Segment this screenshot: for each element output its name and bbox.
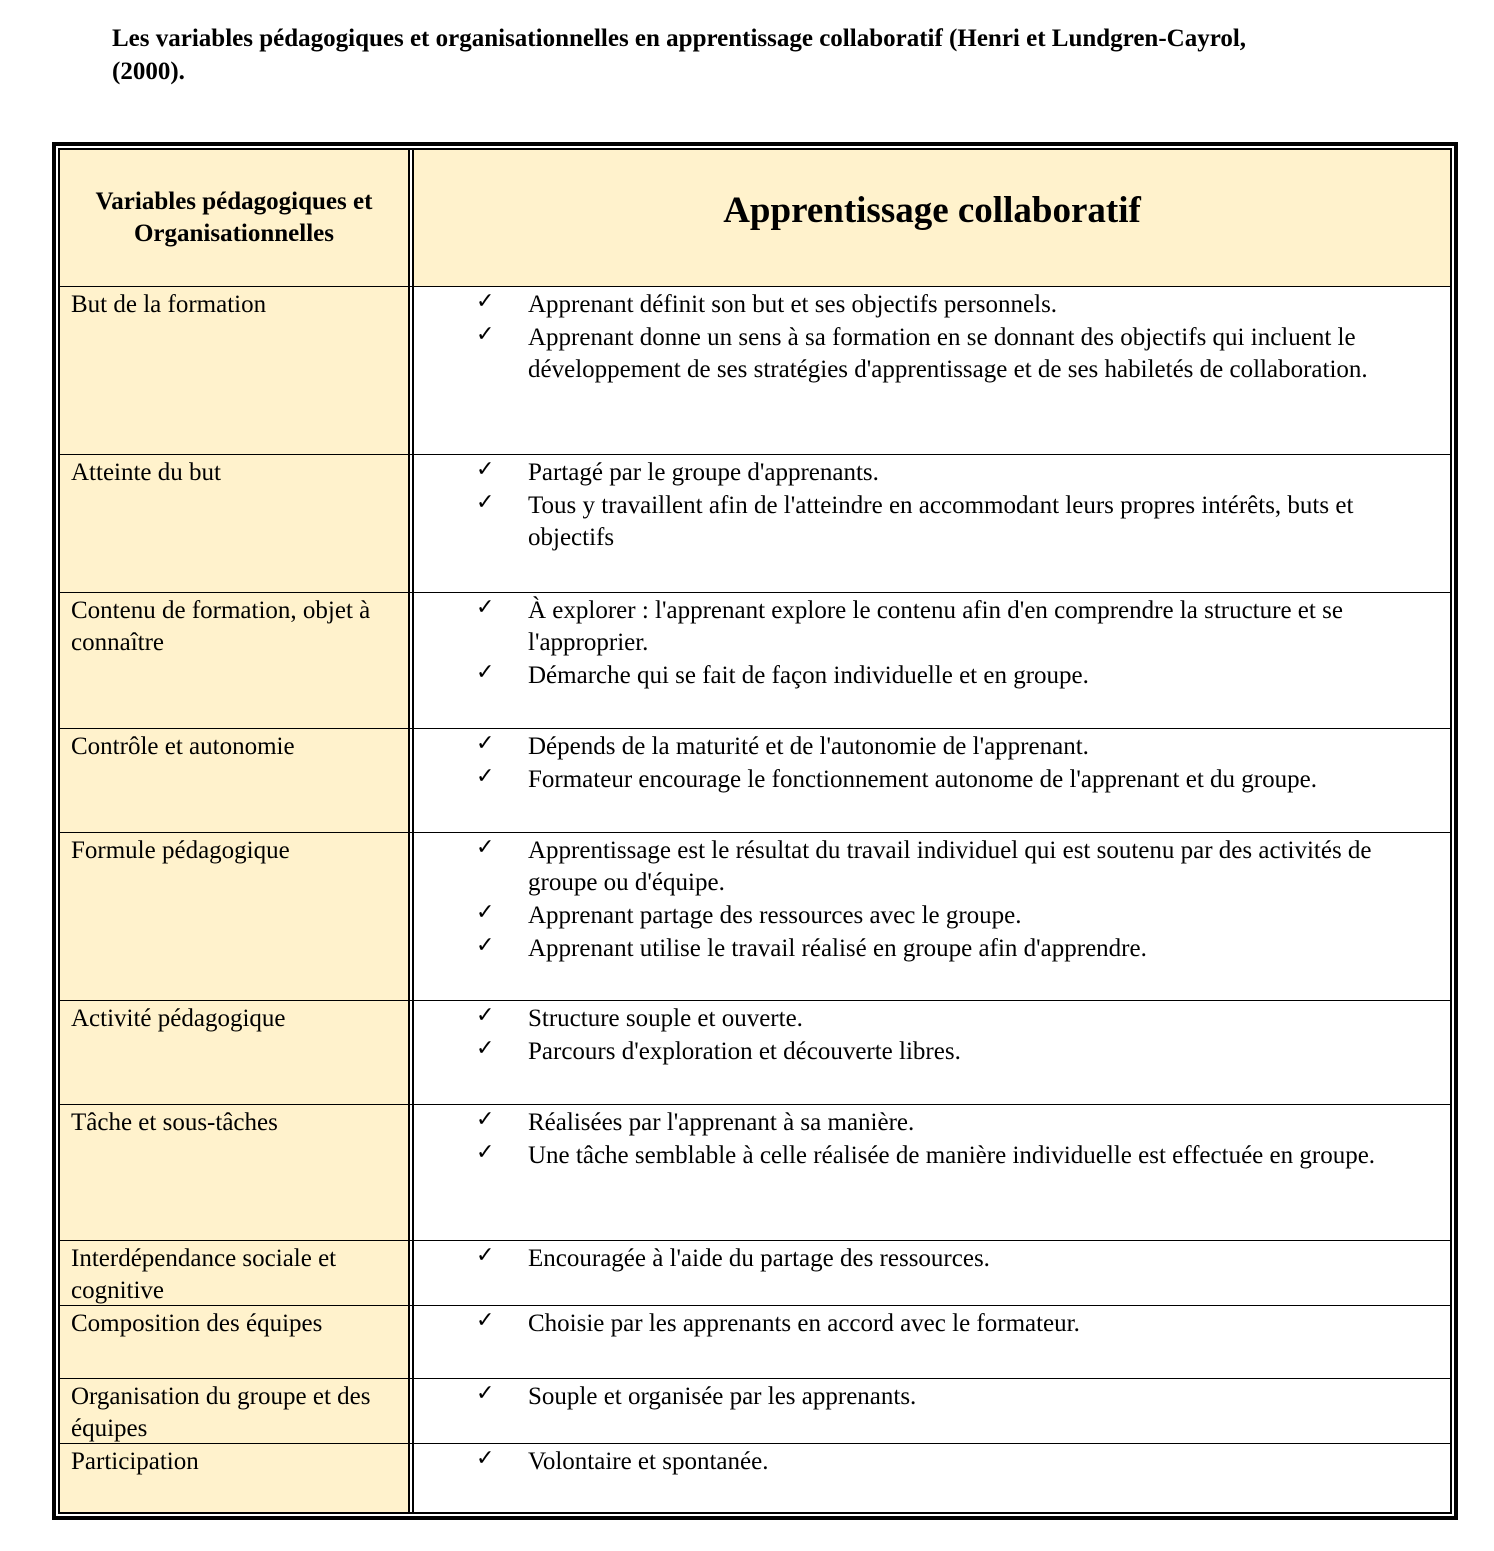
list-item [476,1446,1386,1478]
check-icon: ✓ [476,1381,495,1406]
row-label: Organisation du groupe et des équipes [71,1383,371,1442]
row-divider [60,592,1450,593]
row-label: Atteinte du but [71,459,221,486]
row-label: Contenu de formation, objet à connaître [71,597,371,656]
list-item-text: Souple et organisée par les apprenants. [528,1383,917,1410]
list-item [476,764,1386,796]
check-icon: ✓ [476,1243,495,1268]
check-icon: ✓ [476,900,495,925]
check-icon: ✓ [476,595,495,620]
list-item-text: À explorer : l'apprenant explore le contenu afin d'en comprendre la structure et se l'approprier. [528,597,1343,656]
row-items [476,289,1386,387]
check-icon: ✓ [476,322,495,347]
row-items [476,457,1386,555]
row-divider [60,1240,1450,1241]
list-item [476,1243,1386,1275]
row-label: Activité pédagogique [71,1005,286,1032]
row-items [476,1107,1386,1173]
check-icon: ✓ [476,731,495,756]
list-item-text: Volontaire et spontanée. [528,1448,769,1475]
check-icon: ✓ [476,289,495,314]
check-icon: ✓ [476,1140,495,1165]
check-icon: ✓ [476,1446,495,1471]
check-icon: ✓ [476,457,495,482]
row-divider [60,1104,1450,1105]
list-item-text: Démarche qui se fait de façon individuelle et en groupe. [528,662,1089,689]
list-item [476,1036,1386,1068]
list-item-text: Apprentissage est le résultat du travail individuel qui est soutenu par des activités de groupe ou d'équipe. [528,837,1372,896]
list-item [476,660,1386,692]
check-icon: ✓ [476,933,495,958]
list-item-text: Formateur encourage le fonctionnement autonome de l'apprenant et du groupe. [528,766,1317,793]
row-items [476,1446,1386,1479]
list-item-text: Parcours d'exploration et découverte libres. [528,1038,961,1065]
row-divider [60,1378,1450,1379]
list-item [476,1107,1386,1139]
list-item [476,835,1386,899]
list-item [476,490,1386,554]
column-separator [408,150,414,1512]
row-label: Contrôle et autonomie [71,733,295,760]
row-divider [60,1305,1450,1306]
header-collaborative-learning [414,150,1450,270]
list-item-text: Apprenant partage des ressources avec le groupe. [528,902,1022,929]
header-collaborative-learning-label: Apprentissage collaboratif [723,189,1141,231]
row-items [476,1381,1386,1414]
list-item [476,289,1386,321]
pedagogical-variables-table [52,142,1458,1520]
row-divider [60,1000,1450,1001]
row-label: Interdépendance sociale et cognitive [71,1245,337,1304]
row-items [476,1243,1386,1276]
list-item [476,457,1386,489]
document-title: Les variables pédagogiques et organisationnelles en apprentissage collaboratif (Henri et Lundgren-Cayrol, (2000). [112,25,1247,85]
list-item-text: Apprenant donne un sens à sa formation en se donnant des objectifs qui incluent le développement de ses stratégies d'apprentissage et de ses habiletés de collaboration. [528,324,1368,383]
check-icon: ✓ [476,1036,495,1061]
list-item [476,322,1386,386]
list-item [476,595,1386,659]
list-item-text: Choisie par les apprenants en accord avec le formateur. [528,1310,1080,1337]
row-items [476,1308,1386,1341]
list-item [476,900,1386,932]
list-item [476,933,1386,965]
list-item-text: Une tâche semblable à celle réalisée de manière individuelle est effectuée en groupe. [528,1142,1376,1169]
list-item-text: Tous y travaillent afin de l'atteindre en accommodant leurs propres intérêts, buts et objectifs [528,492,1354,551]
check-icon: ✓ [476,1308,495,1333]
check-icon: ✓ [476,490,495,515]
row-label: Formule pédagogique [71,837,290,864]
list-item [476,731,1386,763]
list-item-text: Dépends de la maturité et de l'autonomie de l'apprenant. [528,733,1089,760]
list-item [476,1381,1386,1413]
check-icon: ✓ [476,1003,495,1028]
row-label: Composition des équipes [71,1310,323,1337]
row-divider [60,728,1450,729]
list-item-text: Apprenant utilise le travail réalisé en groupe afin d'apprendre. [528,935,1147,962]
row-items [476,835,1386,966]
row-label: Tâche et sous-tâches [71,1109,278,1136]
row-divider [60,832,1450,833]
list-item-text: Partagé par le groupe d'apprenants. [528,459,879,486]
list-item [476,1308,1386,1340]
check-icon: ✓ [476,835,495,860]
header-variables [60,150,408,286]
row-items [476,731,1386,797]
row-items [476,1003,1386,1069]
check-icon: ✓ [476,660,495,685]
row-divider [60,1443,1450,1444]
row-label: Participation [71,1448,199,1475]
list-item-text: Réalisées par l'apprenant à sa manière. [528,1109,915,1136]
list-item [476,1140,1386,1172]
check-icon: ✓ [476,1107,495,1132]
row-items [476,595,1386,693]
row-divider [60,286,1450,287]
list-item-text: Apprenant définit son but et ses objectifs personnels. [528,291,1058,318]
list-item [476,1003,1386,1035]
row-divider [60,454,1450,455]
header-variables-label: Variables pédagogiques et Organisationnelles [95,188,373,247]
list-item-text: Structure souple et ouverte. [528,1005,803,1032]
list-item-text: Encouragée à l'aide du partage des ressources. [528,1245,990,1272]
check-icon: ✓ [476,764,495,789]
row-label: But de la formation [71,291,267,318]
